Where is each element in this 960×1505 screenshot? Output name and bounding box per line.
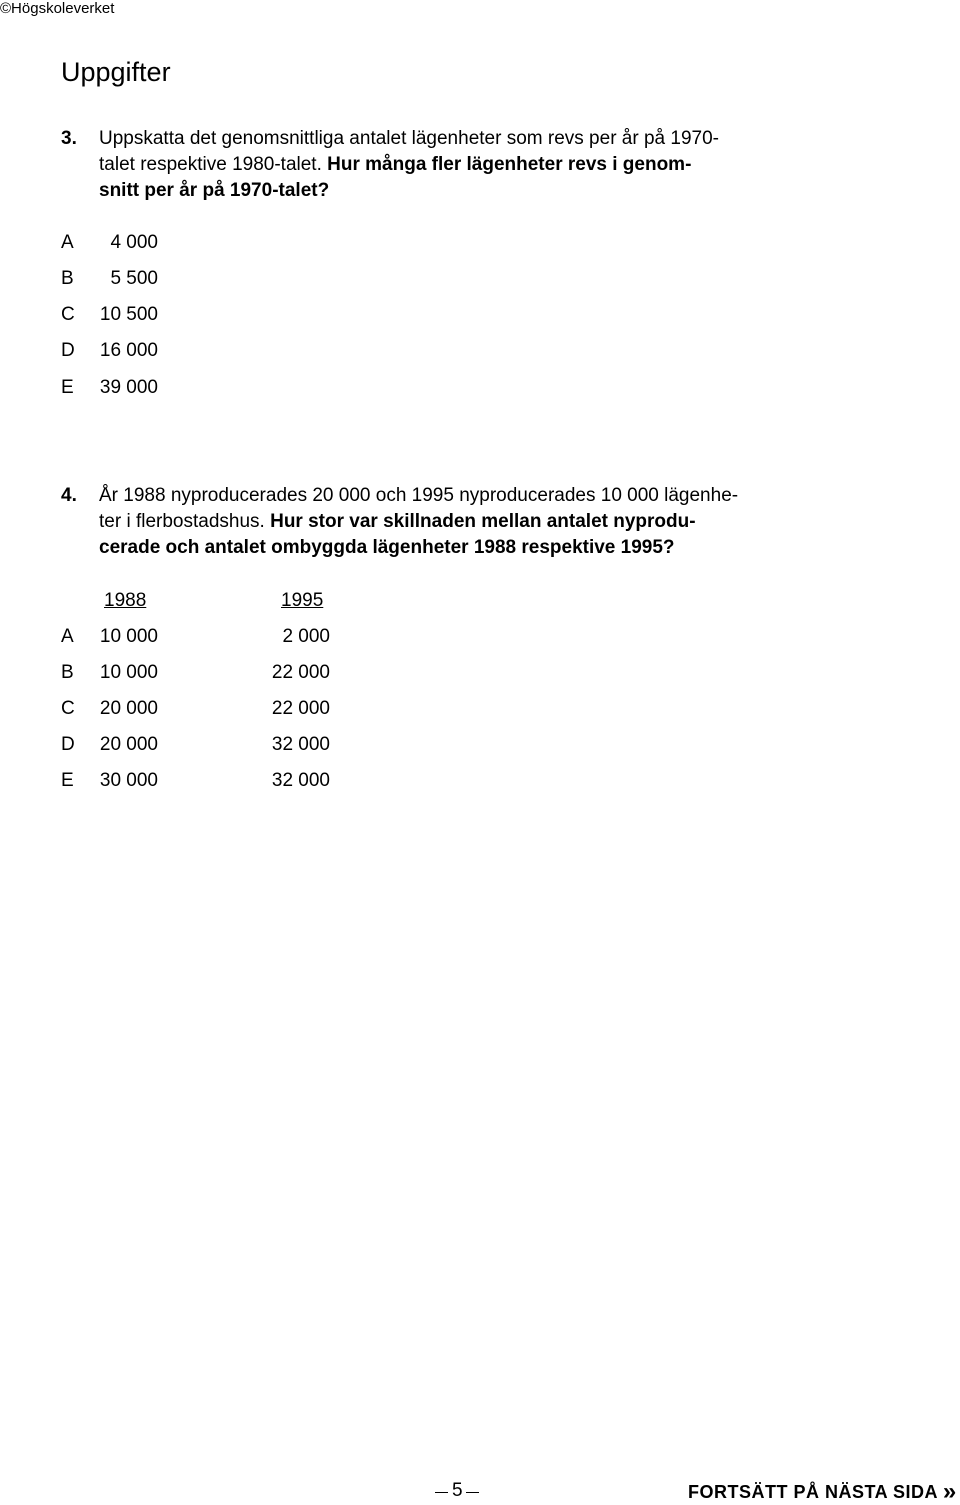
option-value: 16 000	[99, 340, 158, 361]
option-value: 5 500	[110, 268, 158, 289]
option-value: 4 000	[110, 232, 158, 253]
question-text-bold: Hur många fler lägenheter revs i genom-	[327, 154, 692, 175]
question-text-bold: Hur stor var skillnaden mellan antalet nyprodu-	[270, 511, 696, 532]
option-value-1988: 10 000	[99, 626, 158, 647]
option-value-1995: 22 000	[271, 698, 330, 719]
question-number: 4.	[61, 485, 77, 506]
option-value-1988: 20 000	[99, 698, 158, 719]
option-value: 39 000	[99, 377, 158, 398]
continue-text: FORTSÄTT PÅ NÄSTA SIDA	[688, 1482, 938, 1502]
option-value: 10 500	[99, 304, 158, 325]
page-number-dash-right	[466, 1492, 479, 1493]
question-text-bold: snitt per år på 1970-talet?	[99, 180, 330, 201]
option-letter: B	[61, 268, 74, 289]
option-letter: C	[61, 698, 75, 719]
option-letter: A	[61, 232, 74, 253]
column-header-1995: 1995	[281, 590, 324, 611]
continue-next-page	[688, 1478, 957, 1505]
question-text-plain: ter i flerbostadshus.	[99, 511, 271, 532]
question-text-line: Uppskatta det genomsnittliga antalet lägenheter som revs per år på 1970-	[99, 128, 719, 149]
option-value-1988: 10 000	[99, 662, 158, 683]
double-chevron-right-icon: »	[942, 1478, 957, 1505]
option-letter: A	[61, 626, 74, 647]
option-letter: E	[61, 377, 74, 398]
option-letter: D	[61, 340, 75, 361]
option-letter: D	[61, 734, 75, 755]
question-number: 3.	[61, 128, 77, 149]
option-letter: C	[61, 304, 75, 325]
question-text-line	[99, 154, 691, 176]
option-letter: E	[61, 770, 74, 791]
option-value-1995: 22 000	[271, 662, 330, 683]
column-header-1988: 1988	[104, 590, 147, 611]
option-value-1995: 32 000	[271, 770, 330, 791]
page-number: 5	[452, 1480, 463, 1501]
option-value-1988: 30 000	[99, 770, 158, 791]
question-text-line: År 1988 nyproducerades 20 000 och 1995 nyproducerades 10 000 lägenhe-	[99, 485, 739, 506]
option-value-1995: 32 000	[271, 734, 330, 755]
question-text-bold: cerade och antalet ombyggda lägenheter 1988 respektive 1995?	[99, 537, 675, 558]
option-value-1995: 2 000	[282, 626, 330, 647]
question-text-plain: talet respektive 1980-talet.	[99, 154, 328, 175]
copyright-notice: ©Högskoleverket	[0, 0, 115, 17]
section-title: Uppgifter	[61, 57, 171, 87]
option-value-1988: 20 000	[99, 734, 158, 755]
question-text-line	[99, 511, 696, 533]
page-number-dash-left	[435, 1492, 448, 1493]
option-letter: B	[61, 662, 74, 683]
